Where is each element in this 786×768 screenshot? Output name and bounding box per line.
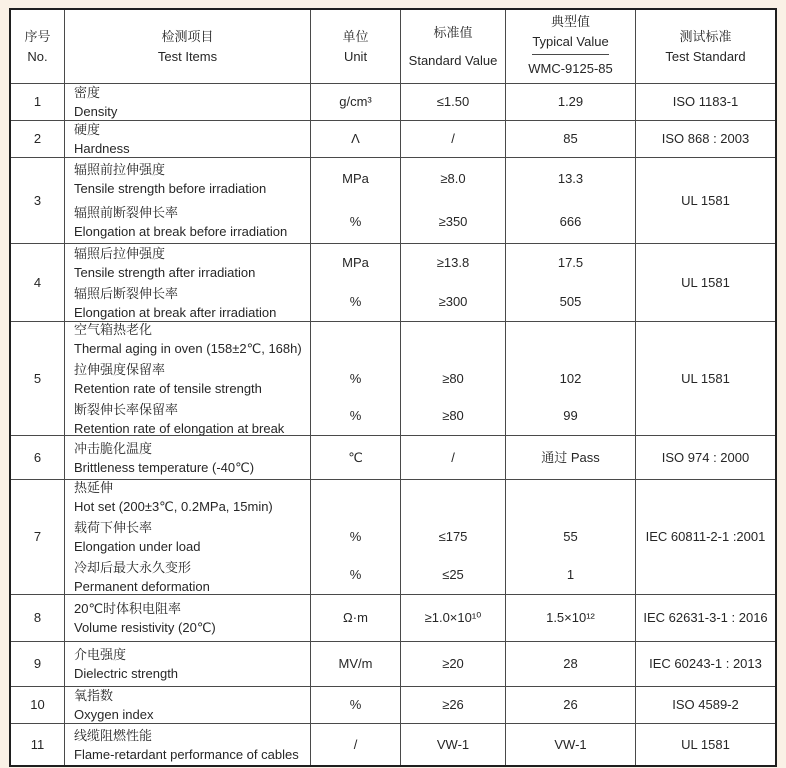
row-number: 10 (11, 687, 65, 723)
table-row (11, 121, 775, 158)
typical-value-cell: 1.5×10¹² (506, 595, 636, 641)
table-row (11, 158, 775, 244)
table-row (11, 687, 775, 724)
test-item (65, 244, 310, 283)
standard-value-cell (401, 480, 506, 594)
test-item-en: Elongation at break after irradiation (74, 304, 277, 320)
header-test-items-en: Test Items (157, 48, 218, 64)
test-item-en: Tensile strength before irradiation (74, 181, 267, 197)
header-no-en: No. (27, 48, 48, 64)
test-item-zh: 冷却后最大永久变形 (74, 560, 192, 575)
test-item (65, 557, 310, 594)
test-item (65, 399, 310, 436)
header-standard-value-en: Standard Value (408, 52, 498, 68)
standard-value-cell (401, 158, 506, 243)
table-row (11, 84, 775, 121)
typical-value-cell: 通过 Pass (506, 436, 636, 479)
row-number: 3 (11, 158, 65, 243)
row-number: 8 (11, 595, 65, 641)
typical-value-cell: VW-1 (506, 724, 636, 765)
test-item-zh: 载荷下伸长率 (74, 520, 153, 535)
row-number: 1 (11, 84, 65, 120)
test-item-zh: 20℃时体积电阻率 (74, 601, 182, 616)
header-typical-value (506, 10, 636, 83)
test-item-en: Permanent deformation (74, 579, 210, 594)
test-item (65, 283, 310, 322)
test-item-zh: 热延伸 (74, 480, 114, 495)
row-number: 2 (11, 121, 65, 157)
standard-value: ≤175 (438, 529, 468, 544)
test-item-cell (65, 436, 311, 479)
test-standard-cell: ISO 1183-1 (672, 94, 739, 109)
test-item-zh: 氧指数 (74, 688, 114, 703)
test-item-cell (65, 322, 311, 435)
header-unit-en: Unit (343, 48, 368, 64)
unit-cell (311, 480, 401, 594)
test-item-en: Tensile strength after irradiation (74, 264, 256, 280)
unit-cell: MV/m (311, 642, 401, 686)
unit-cell: / (311, 724, 401, 765)
standard-value: ≥80 (442, 408, 464, 424)
row-number: 11 (11, 724, 65, 765)
test-item (65, 84, 310, 120)
test-standard-cell: IEC 60811-2-1 :2001 (645, 529, 766, 544)
header-unit-zh: 单位 (342, 28, 369, 44)
unit-cell: ℃ (311, 436, 401, 479)
test-standard-cell: UL 1581 (681, 370, 730, 386)
test-item-en: Hardness (74, 141, 130, 156)
header-no-zh: 序号 (24, 28, 51, 44)
header-test-standard-zh: 测试标准 (679, 28, 732, 44)
typical-value: 13.3 (557, 171, 584, 187)
standard-value-cell: ≤1.50 (401, 84, 506, 120)
row-number: 6 (11, 436, 65, 479)
test-item-cell (65, 687, 311, 723)
unit-value: % (349, 370, 362, 386)
test-item-en: Dielectric strength (74, 666, 179, 681)
test-item (65, 201, 310, 244)
test-item (65, 642, 310, 686)
header-standard-value-zh: 标准值 (433, 24, 473, 40)
test-item-en: Oxygen index (74, 707, 154, 722)
unit-cell (311, 158, 401, 243)
header-typical-value-zh: 典型值 (550, 14, 590, 30)
test-item-cell (65, 642, 311, 686)
typical-value: 55 (563, 529, 578, 544)
test-item-en: Brittleness temperature (-40℃) (74, 459, 255, 475)
row-number: 7 (11, 480, 65, 594)
test-item-zh: 线缆阻燃性能 (74, 727, 153, 743)
test-item-en: Elongation at break before irradiation (74, 223, 288, 239)
standard-value: ≥80 (442, 370, 464, 386)
standard-value: ≥350 (438, 213, 468, 229)
test-standard-cell: IEC 62631-3-1 : 2016 (643, 610, 768, 625)
test-item (65, 595, 310, 641)
test-item (65, 322, 310, 359)
standard-value: ≥13.8 (436, 255, 470, 271)
test-item-cell (65, 595, 311, 641)
test-item-cell (65, 121, 311, 157)
standard-value-cell: / (401, 436, 506, 479)
unit-cell (311, 322, 401, 435)
test-item (65, 436, 310, 479)
table-row (11, 322, 775, 436)
standard-value: ≥8.0 (440, 171, 466, 187)
unit-value: % (349, 567, 362, 582)
standard-value-cell: ≥26 (401, 687, 506, 723)
header-typical-value-en: Typical Value (532, 34, 609, 50)
test-item-cell (65, 724, 311, 765)
standard-value: ≤25 (442, 567, 464, 582)
test-item-zh: 硬度 (74, 122, 101, 137)
test-standard-cell: UL 1581 (681, 736, 730, 752)
test-item-en: Density (74, 104, 118, 119)
test-item-en: Retention rate of elongation at break (74, 420, 285, 435)
test-item-en: Volume resistivity (20℃) (74, 620, 216, 635)
test-item (65, 158, 310, 201)
table-row (11, 595, 775, 642)
unit-value: % (349, 529, 362, 544)
typical-value-cell (506, 322, 636, 435)
test-item-cell (65, 84, 311, 120)
typical-value: 1 (566, 567, 575, 582)
test-item (65, 687, 310, 723)
test-item (65, 121, 310, 157)
header-test-standard-en: Test Standard (665, 48, 746, 64)
typical-value: 666 (559, 213, 582, 229)
typical-value-cell: 28 (506, 642, 636, 686)
header-typical-value-top (532, 10, 608, 55)
unit-value: MPa (342, 255, 369, 271)
unit-value: MPa (342, 171, 369, 187)
table-row (11, 480, 775, 595)
typical-value-cell: 1.29 (506, 84, 636, 120)
typical-value-cell: 85 (506, 121, 636, 157)
test-item-zh: 密度 (74, 85, 101, 100)
unit-value: % (349, 408, 362, 424)
table-row (11, 436, 775, 480)
unit-value: % (349, 293, 362, 309)
test-item-en: Retention rate of tensile strength (74, 380, 262, 396)
unit-value: % (349, 213, 362, 229)
test-item-zh: 辐照后断裂伸长率 (74, 285, 179, 301)
unit-cell: % (311, 687, 401, 723)
table-row (11, 724, 775, 765)
test-standard-cell: ISO 4589-2 (672, 697, 739, 712)
row-number: 5 (11, 322, 65, 435)
header-test-standard (636, 10, 775, 83)
header-test-items-zh: 检测项目 (161, 28, 214, 44)
test-item-en: Elongation under load (74, 539, 201, 554)
test-standard-cell: ISO 974 : 2000 (661, 449, 750, 465)
row-number: 9 (11, 642, 65, 686)
typical-value: 17.5 (557, 255, 584, 271)
header-unit (311, 10, 401, 83)
test-item-en: Hot set (200±3℃, 0.2MPa, 15min) (74, 499, 273, 514)
typical-value: 102 (559, 370, 582, 386)
test-item-en: Flame-retardant performance of cables (74, 746, 299, 762)
test-standard-cell: UL 1581 (681, 274, 730, 290)
test-item (65, 724, 310, 765)
unit-cell: Λ (311, 121, 401, 157)
test-item-zh: 拉伸强度保留率 (74, 361, 166, 377)
standard-value-cell: VW-1 (401, 724, 506, 765)
test-item-zh: 冲击脆化温度 (74, 440, 153, 456)
test-item-zh: 介电强度 (74, 647, 127, 662)
test-item-zh: 空气箱热老化 (74, 322, 153, 337)
test-item-zh: 辐照后拉伸强度 (74, 245, 166, 261)
test-item (65, 359, 310, 399)
typical-value: 99 (563, 408, 578, 424)
unit-cell: g/cm³ (311, 84, 401, 120)
test-item-cell (65, 158, 311, 243)
standard-value-cell (401, 244, 506, 321)
standard-value-cell: ≥1.0×10¹⁰ (401, 595, 506, 641)
standard-value-cell: / (401, 121, 506, 157)
typical-value-cell: 26 (506, 687, 636, 723)
row-number: 4 (11, 244, 65, 321)
test-standard-cell: IEC 60243-1 : 2013 (649, 656, 762, 671)
test-report-table (9, 8, 777, 767)
test-standard-cell: UL 1581 (681, 192, 730, 208)
unit-cell (311, 244, 401, 321)
header-standard-value (401, 10, 506, 83)
typical-value-cell (506, 158, 636, 243)
table-header-row (11, 10, 775, 84)
header-test-items (65, 10, 311, 83)
test-item-zh: 辐照前断裂伸长率 (74, 204, 179, 220)
table-row (11, 244, 775, 322)
test-item-zh: 断裂伸长率保留率 (74, 401, 179, 417)
typical-value: 505 (559, 293, 582, 309)
header-no (11, 10, 65, 83)
test-item-cell (65, 244, 311, 321)
standard-value: ≥300 (438, 293, 468, 309)
test-item-zh: 辐照前拉伸强度 (74, 162, 166, 178)
test-standard-cell: ISO 868 : 2003 (661, 131, 750, 146)
test-item-en: Thermal aging in oven (158±2℃, 168h) (74, 340, 302, 356)
standard-value-cell: ≥20 (401, 642, 506, 686)
test-item-cell (65, 480, 311, 594)
test-item (65, 517, 310, 557)
unit-cell: Ω·m (311, 595, 401, 641)
table-row (11, 642, 775, 687)
test-item (65, 480, 310, 517)
typical-value-cell (506, 480, 636, 594)
standard-value-cell (401, 322, 506, 435)
header-typical-grade: WMC-9125-85 (528, 61, 613, 77)
typical-value-cell (506, 244, 636, 321)
